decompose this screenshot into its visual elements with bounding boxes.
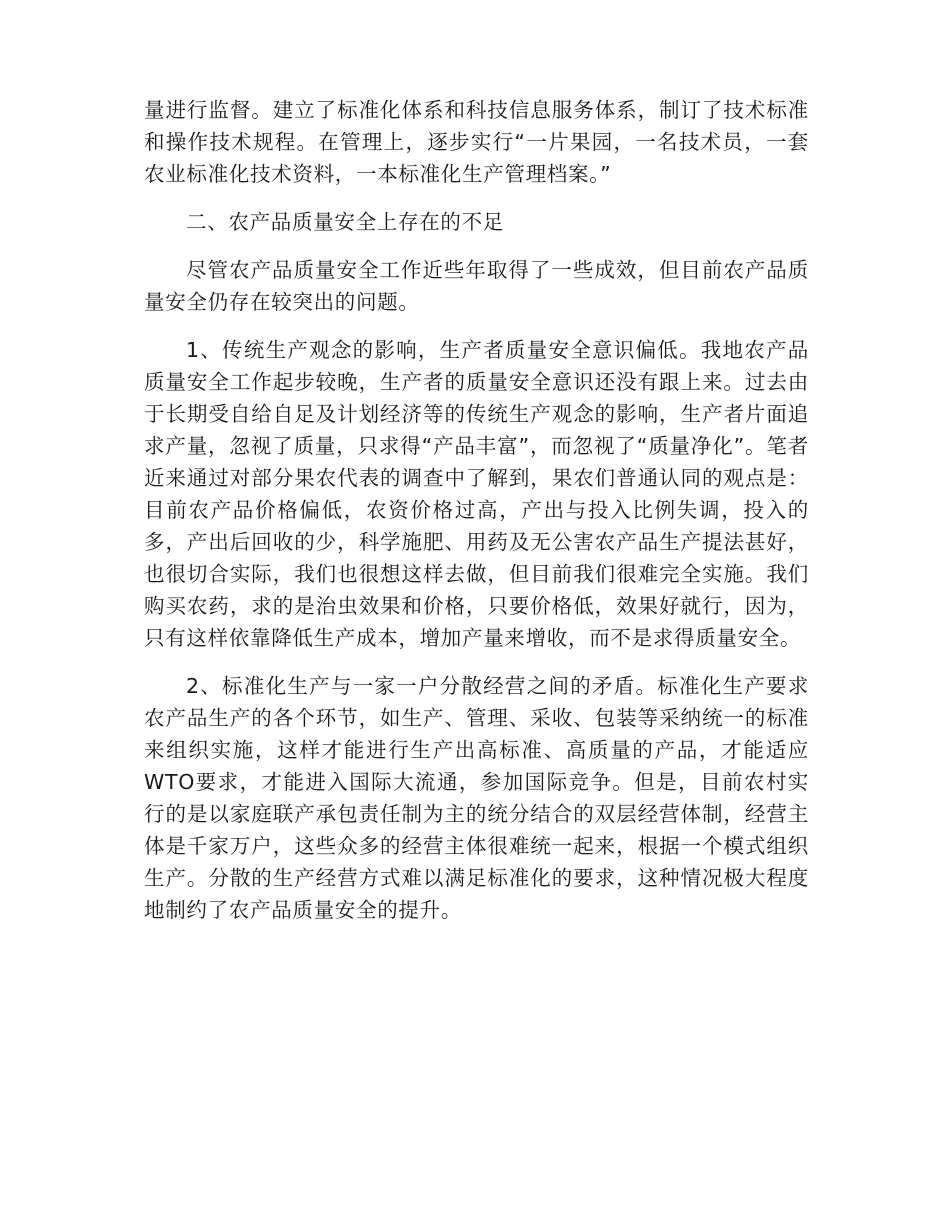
- paragraph-point-2: 2、标准化生产与一家一户分散经营之间的矛盾。标准化生产要求农产品生产的各个环节，如生产、管理、采收、包装等采纳统一的标准来组织实施，这样才能进行生产出高标准、高质量的产品，才能适应WTO要求，才能进入国际大流通，参加国际竞争。但是，目前农村实行的是以家庭联产承包责任制为主的统分结合的双层经营体制，经营主体是千家万户，这些众多的经营主体很难统一起来，根据一个模式组织生产。分散的生产经营方式难以满足标准化的要求，这种情况极大程度地制约了农产品质量安全的提升。: [144, 674, 809, 922]
- document-body: [144, 94, 809, 926]
- section-heading: 二、农产品质量安全上存在的不足: [186, 210, 504, 234]
- paragraph-intro: 尽管农产品质量安全工作近些年取得了一些成效，但目前农产品质量安全仍存在较突出的问题。: [144, 258, 809, 314]
- paragraph-continuation: 量进行监督。建立了标准化体系和科技信息服务体系，制订了技术标准和操作技术规程。在管理上，逐步实行“一片果园，一名技术员，一套农业标准化技术资料，一本标准化生产管理档案。”: [144, 98, 809, 186]
- paragraph-point-1: 1、传统生产观念的影响，生产者质量安全意识偏低。我地农产品质量安全工作起步较晚，生产者的质量安全意识还没有跟上来。过去由于长期受自给自足及计划经济等的传统生产观念的影响，生产者片面追求产量，忽视了质量，只求得“产品丰富”，而忽视了“质量净化”。笔者近来通过对部分果农代表的调查中了解到，果农们普通认同的观点是：目前农产品价格偏低，农资价格过高，产出与投入比例失调，投入的多，产出后回收的少，科学施肥、用药及无公害农产品生产提法甚好，也很切合实际，我们也很想这样去做，但目前我们很难完全实施。我们购买农药，求的是治虫效果和价格，只要价格低，效果好就行，因为，只有这样依靠降低生产成本，增加产量来增收，而不是求得质量安全。: [144, 338, 809, 650]
